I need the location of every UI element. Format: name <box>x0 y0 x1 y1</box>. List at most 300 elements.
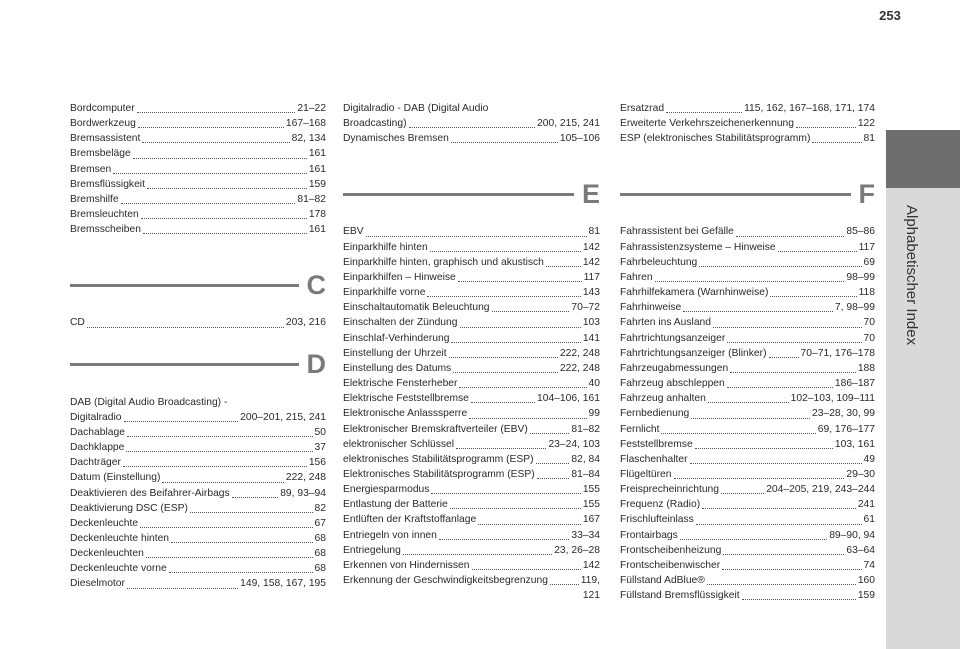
dot-leader <box>459 387 586 388</box>
index-entry <box>70 455 326 470</box>
index-term: Deaktivieren des Beifahrer-Airbags <box>70 487 230 499</box>
index-entry <box>343 270 600 285</box>
index-entry <box>343 482 600 497</box>
index-term: Einschalten der Zündung <box>343 317 458 329</box>
index-term: Fahrzeug abschleppen <box>620 378 725 390</box>
page-reference: 33–34 <box>571 529 600 541</box>
index-term: elektronisches Stabilitätsprogramm (ESP) <box>343 453 534 465</box>
index-entry <box>620 300 875 315</box>
dot-leader <box>769 357 799 358</box>
index-term: Elektrische Feststellbremse <box>343 393 469 405</box>
index-term: Dynamisches Bremsen <box>343 133 449 145</box>
index-entry <box>70 131 326 146</box>
page-reference: 70 <box>863 317 875 329</box>
dot-leader <box>142 142 289 143</box>
section-tab <box>886 130 960 649</box>
dot-leader <box>471 402 535 403</box>
dot-leader <box>683 311 833 312</box>
index-entry <box>620 270 875 285</box>
dot-leader <box>87 327 284 328</box>
index-entry <box>343 346 600 361</box>
page-reference: 159 <box>308 178 326 190</box>
index-entry <box>343 240 600 255</box>
page-reference: 141 <box>582 332 600 344</box>
index-entry <box>70 470 326 485</box>
index-term: Fahrhilfekamera (Warnhinweise) <box>620 287 769 299</box>
dot-leader <box>366 236 587 237</box>
index-entry <box>343 422 600 437</box>
index-entry-continuation: 121 <box>582 590 600 602</box>
page-reference: 161 <box>308 148 326 160</box>
index-term: Entlastung der Batterie <box>343 499 448 511</box>
page-reference: 40 <box>588 378 600 390</box>
index-entry <box>70 146 326 161</box>
page-reference: 160 <box>857 575 875 587</box>
index-term: Füllstand AdBlue® <box>620 575 705 587</box>
index-term: Frontscheibenwischer <box>620 559 721 571</box>
index-term: Entriegelung <box>343 544 401 556</box>
page-reference: 68 <box>314 532 326 544</box>
page-reference: 204–205, 219, 243–244 <box>766 484 875 496</box>
index-entry <box>620 376 875 391</box>
index-entry <box>343 573 600 588</box>
page-reference: 23–24, 103 <box>548 438 600 450</box>
index-entry <box>343 437 600 452</box>
index-entry <box>343 224 600 239</box>
index-term: Ersatzrad <box>620 103 665 114</box>
page-reference: 85–86 <box>846 226 875 238</box>
index-entry <box>70 576 326 591</box>
page-reference: 81–82 <box>297 193 326 205</box>
dot-leader <box>127 436 313 437</box>
index-term: CD <box>70 317 85 329</box>
dot-leader <box>121 203 296 204</box>
dot-leader <box>451 342 580 343</box>
index-entry <box>620 361 875 376</box>
dot-leader <box>702 508 856 509</box>
index-entry <box>70 177 326 192</box>
page-reference: 142 <box>582 256 600 268</box>
dot-leader <box>409 127 535 128</box>
page-reference: 118 <box>858 287 875 299</box>
dot-leader <box>127 588 238 589</box>
index-entry <box>70 116 326 131</box>
section-header-f <box>620 174 875 214</box>
dot-leader <box>147 188 307 189</box>
index-entry <box>343 285 600 300</box>
dot-leader <box>113 173 307 174</box>
dot-leader <box>699 266 861 267</box>
index-term: Bordcomputer <box>70 103 135 114</box>
index-entry <box>70 410 326 425</box>
dot-leader <box>736 236 844 237</box>
index-term: Deaktivierung DSC (ESP) <box>70 502 188 514</box>
page-reference: 37 <box>314 442 326 454</box>
index-entry <box>620 255 875 270</box>
index-entry <box>70 101 326 116</box>
dot-leader <box>661 433 815 434</box>
index-term: Fahrzeug anhalten <box>620 393 706 405</box>
dot-leader <box>141 218 307 219</box>
page-reference: 102–103, 109–111 <box>790 393 875 405</box>
index-term: Fahren <box>620 271 653 283</box>
page-number: 253 <box>879 8 901 23</box>
section-letter: F <box>858 178 875 209</box>
index-term: Bremsscheiben <box>70 224 141 236</box>
section-header-e <box>343 174 600 214</box>
dot-leader <box>123 466 307 467</box>
dot-leader <box>778 251 857 252</box>
dot-leader <box>427 296 580 297</box>
page-reference: 103 <box>582 317 600 329</box>
index-entry <box>343 361 600 376</box>
dot-leader <box>696 524 862 525</box>
dot-leader <box>451 142 558 143</box>
dot-leader <box>449 357 558 358</box>
section-tab-marker <box>886 130 960 188</box>
index-term: Erkennung der Geschwindigkeitsbegrenzung <box>343 575 548 587</box>
page-reference: 117 <box>858 241 875 253</box>
index-entry <box>343 116 600 131</box>
dot-leader <box>536 463 570 464</box>
index-term: Einschaltautomatik Beleuchtung <box>343 302 490 314</box>
index-entry <box>620 467 875 482</box>
index-term: Frequenz (Radio) <box>620 499 701 511</box>
index-entry <box>343 467 600 482</box>
group-e <box>343 224 600 588</box>
page-reference: 105–106 <box>559 133 600 145</box>
dot-leader <box>722 569 861 570</box>
dot-leader <box>469 418 586 419</box>
section-rule <box>343 193 574 196</box>
index-entry <box>620 285 875 300</box>
dot-leader <box>691 418 810 419</box>
dot-leader <box>140 527 312 528</box>
index-entry <box>70 425 326 440</box>
page-reference: 149, 158, 167, 195 <box>240 578 326 590</box>
dot-leader <box>674 478 845 479</box>
page-reference: 70 <box>863 332 875 344</box>
group-f <box>620 224 875 603</box>
dot-leader <box>137 112 296 113</box>
index-term: ESP (elektronisches Stabilitätsprogramm) <box>620 133 811 145</box>
index-term: Bremsflüssigkeit <box>70 178 145 190</box>
dot-leader <box>456 448 546 449</box>
page-reference: 122 <box>857 118 875 130</box>
dot-leader <box>453 372 558 373</box>
index-term: Bordwerkzeug <box>70 118 136 130</box>
index-entry <box>70 207 326 222</box>
page-reference: 63–64 <box>846 544 875 556</box>
index-entry <box>70 486 326 501</box>
page-reference: 156 <box>308 457 326 469</box>
dot-leader <box>162 482 283 483</box>
page-reference: 143 <box>582 287 600 299</box>
page-reference: 155 <box>582 499 600 511</box>
index-term: Entriegeln von innen <box>343 529 437 541</box>
dot-leader <box>492 311 570 312</box>
index-term: Elektronisches Stabilitätsprogramm (ESP) <box>343 468 535 480</box>
page-reference: 81–82 <box>571 423 600 435</box>
index-term: Dachträger <box>70 457 121 469</box>
dot-leader <box>133 158 307 159</box>
dot-leader <box>478 524 581 525</box>
page-reference: 49 <box>863 453 875 465</box>
index-entry <box>620 315 875 330</box>
index-entry <box>343 406 600 421</box>
page-reference: 70–72 <box>571 302 600 314</box>
index-entry <box>70 315 326 330</box>
index-entry <box>620 116 875 131</box>
page-reference: 23, 26–28 <box>554 544 600 556</box>
index-term: Erweiterte Verkehrszeichenerkennung <box>620 118 795 130</box>
page-reference: 70–71, 176–178 <box>800 347 875 359</box>
dot-leader <box>666 112 742 113</box>
index-entry <box>620 406 875 421</box>
index-term: Frischlufteinlass <box>620 514 694 526</box>
index-entry <box>343 391 600 406</box>
page-reference: 103, 161 <box>834 438 875 450</box>
index-term: Fahrassistenzsysteme – Hinweise <box>620 241 776 253</box>
index-entry <box>70 162 326 177</box>
index-term: Bremshilfe <box>70 193 119 205</box>
section-rule <box>70 363 299 366</box>
index-entry <box>620 482 875 497</box>
index-term: Fahrbeleuchtung <box>620 256 698 268</box>
dot-leader <box>727 342 861 343</box>
dot-leader <box>742 599 856 600</box>
index-entry <box>70 516 326 531</box>
index-term: Deckenleuchte vorne <box>70 563 167 575</box>
index-column-1 <box>70 101 326 592</box>
index-term: Einparkhilfe hinten <box>343 241 428 253</box>
index-term: Erkennen von Hindernissen <box>343 559 470 571</box>
index-term: Datum (Einstellung) <box>70 472 161 484</box>
page-reference: 81 <box>588 226 600 238</box>
index-entry <box>70 222 326 237</box>
index-entry <box>620 391 875 406</box>
index-column-2 <box>343 101 600 603</box>
dot-leader <box>171 542 312 543</box>
index-term: Flaschenhalter <box>620 453 688 465</box>
index-term: Einparkhilfe vorne <box>343 287 426 299</box>
index-entry <box>620 528 875 543</box>
section-rule <box>620 193 851 196</box>
index-entry <box>343 131 600 146</box>
page-reference: 67 <box>314 517 326 529</box>
index-entry <box>343 497 600 512</box>
dot-leader <box>169 572 313 573</box>
dot-leader <box>472 569 581 570</box>
index-term: Bremsen <box>70 163 112 175</box>
dot-leader <box>537 478 570 479</box>
page-reference: 89, 93–94 <box>280 487 326 499</box>
index-entry <box>620 588 875 603</box>
dot-leader <box>707 584 856 585</box>
page-reference: 82, 134 <box>291 133 326 145</box>
index-term: Digitalradio <box>70 411 122 423</box>
dot-leader <box>550 584 579 585</box>
page-reference: 82 <box>314 502 326 514</box>
dot-leader <box>124 421 239 422</box>
dot-leader <box>723 554 844 555</box>
index-term: Einparkhilfe hinten, graphisch und akustisch <box>343 256 544 268</box>
group-c <box>70 315 326 330</box>
page-reference: 21–22 <box>297 103 326 114</box>
page-reference: 186–187 <box>834 378 875 390</box>
page-reference: 89–90, 94 <box>829 529 875 541</box>
page-reference: 68 <box>314 548 326 560</box>
index-term: Deckenleuchte hinten <box>70 532 170 544</box>
index-term: Entlüften der Kraftstoffanlage <box>343 514 477 526</box>
dot-leader <box>232 497 279 498</box>
dot-leader <box>690 463 862 464</box>
index-entry <box>620 573 875 588</box>
index-term: Bremsbeläge <box>70 148 131 160</box>
page-reference: 7, 98–99 <box>834 302 875 314</box>
index-term: Freisprecheinrichtung <box>620 484 720 496</box>
page-reference: 115, 162, 167–168, 171, 174 <box>744 103 875 114</box>
index-term: Elektronischer Bremskraftverteiler (EBV) <box>343 423 528 435</box>
index-term: Fernlicht <box>620 423 660 435</box>
index-entry-line: DAB (Digital Audio Broadcasting) - <box>70 396 228 408</box>
dot-leader <box>146 557 313 558</box>
dot-leader <box>721 493 764 494</box>
index-entry <box>343 528 600 543</box>
index-term: Elektronische Anlasssperre <box>343 408 468 420</box>
dot-leader <box>530 433 570 434</box>
section-title: Alphabetischer Index <box>903 205 920 346</box>
group-d <box>70 410 326 592</box>
index-entry <box>620 497 875 512</box>
index-entry <box>343 452 600 467</box>
index-term: Einparkhilfen – Hinweise <box>343 271 456 283</box>
dot-leader <box>655 281 845 282</box>
dot-leader <box>460 327 581 328</box>
page-reference: 81 <box>863 133 875 145</box>
index-term: EBV <box>343 226 364 238</box>
index-term: Einstellung des Datums <box>343 362 452 374</box>
index-entry <box>620 331 875 346</box>
page-reference: 99 <box>588 408 600 420</box>
dot-leader <box>403 554 552 555</box>
dot-leader <box>431 493 580 494</box>
index-term: Deckenleuchten <box>70 548 144 560</box>
page-reference: 61 <box>863 514 875 526</box>
page-reference: 167 <box>582 514 600 526</box>
page-reference: 98–99 <box>846 271 875 283</box>
section-letter: D <box>306 349 326 380</box>
page-reference: 178 <box>308 209 326 221</box>
page-reference: 161 <box>308 163 326 175</box>
index-term: Frontscheibenheizung <box>620 544 722 556</box>
index-entry <box>343 255 600 270</box>
index-term: Einstellung der Uhrzeit <box>343 347 447 359</box>
dot-leader <box>546 266 581 267</box>
index-term: Energiesparmodus <box>343 484 430 496</box>
index-term: Fahrassistent bei Gefälle <box>620 226 734 238</box>
dot-leader <box>138 127 284 128</box>
index-term: Bremsleuchten <box>70 209 139 221</box>
index-term: Füllstand Bremsflüssigkeit <box>620 590 740 602</box>
dot-leader <box>430 251 581 252</box>
page-reference: 188 <box>857 362 875 374</box>
index-entry <box>343 315 600 330</box>
index-entry <box>70 531 326 546</box>
page-reference: 50 <box>314 426 326 438</box>
index-entry <box>620 101 875 116</box>
index-entry <box>343 558 600 573</box>
index-entry <box>343 543 600 558</box>
page-reference: 200–201, 215, 241 <box>240 411 326 423</box>
index-entry <box>70 192 326 207</box>
group-b <box>70 101 326 237</box>
index-term: Dachablage <box>70 426 125 438</box>
index-entry <box>620 558 875 573</box>
page-reference: 203, 216 <box>285 317 326 329</box>
page-reference: 69 <box>863 256 875 268</box>
page-reference: 69, 176–177 <box>817 423 875 435</box>
page-reference: 241 <box>857 499 875 511</box>
page-reference: 142 <box>582 241 600 253</box>
page-reference: 222, 248 <box>559 347 600 359</box>
index-term: Fahrhinweise <box>620 302 682 314</box>
index-term: Fahrtrichtungsanzeiger <box>620 332 726 344</box>
index-term: Fahrtrichtungsanzeiger (Blinker) <box>620 347 767 359</box>
index-entry <box>343 512 600 527</box>
dot-leader <box>770 296 856 297</box>
page-reference: 161 <box>308 224 326 236</box>
page-reference: 68 <box>314 563 326 575</box>
page-reference: 155 <box>582 484 600 496</box>
dot-leader <box>439 539 569 540</box>
index-entry <box>620 131 875 146</box>
page-reference: 104–106, 161 <box>537 393 600 405</box>
dot-leader <box>730 372 856 373</box>
index-term: Bremsassistent <box>70 133 141 145</box>
index-entry <box>343 331 600 346</box>
dot-leader <box>713 327 862 328</box>
index-entry <box>70 561 326 576</box>
page-reference: 81–84 <box>571 468 600 480</box>
index-entry <box>620 346 875 361</box>
page-reference: 29–30 <box>846 468 875 480</box>
index-entry <box>620 437 875 452</box>
index-entry <box>620 224 875 239</box>
dot-leader <box>143 233 307 234</box>
index-term: elektronischer Schlüssel <box>343 438 455 450</box>
dot-leader <box>190 512 313 513</box>
section-rule <box>70 284 299 287</box>
page-reference: 222, 248 <box>285 472 326 484</box>
page-reference: 167–168 <box>285 118 326 130</box>
group-d-cont <box>343 116 600 146</box>
dot-leader <box>796 127 856 128</box>
dot-leader <box>727 387 833 388</box>
index-entry <box>620 512 875 527</box>
group-e-cont <box>620 101 875 146</box>
dot-leader <box>708 402 789 403</box>
index-term: Flügeltüren <box>620 468 672 480</box>
page-reference: 117 <box>583 271 600 283</box>
dot-leader <box>812 142 861 143</box>
dot-leader <box>680 539 827 540</box>
index-term: Fahrzeugabmessungen <box>620 362 729 374</box>
dot-leader <box>458 281 582 282</box>
index-term: Frontairbags <box>620 529 678 541</box>
dot-leader <box>450 508 581 509</box>
index-term: Feststellbremse <box>620 438 693 450</box>
